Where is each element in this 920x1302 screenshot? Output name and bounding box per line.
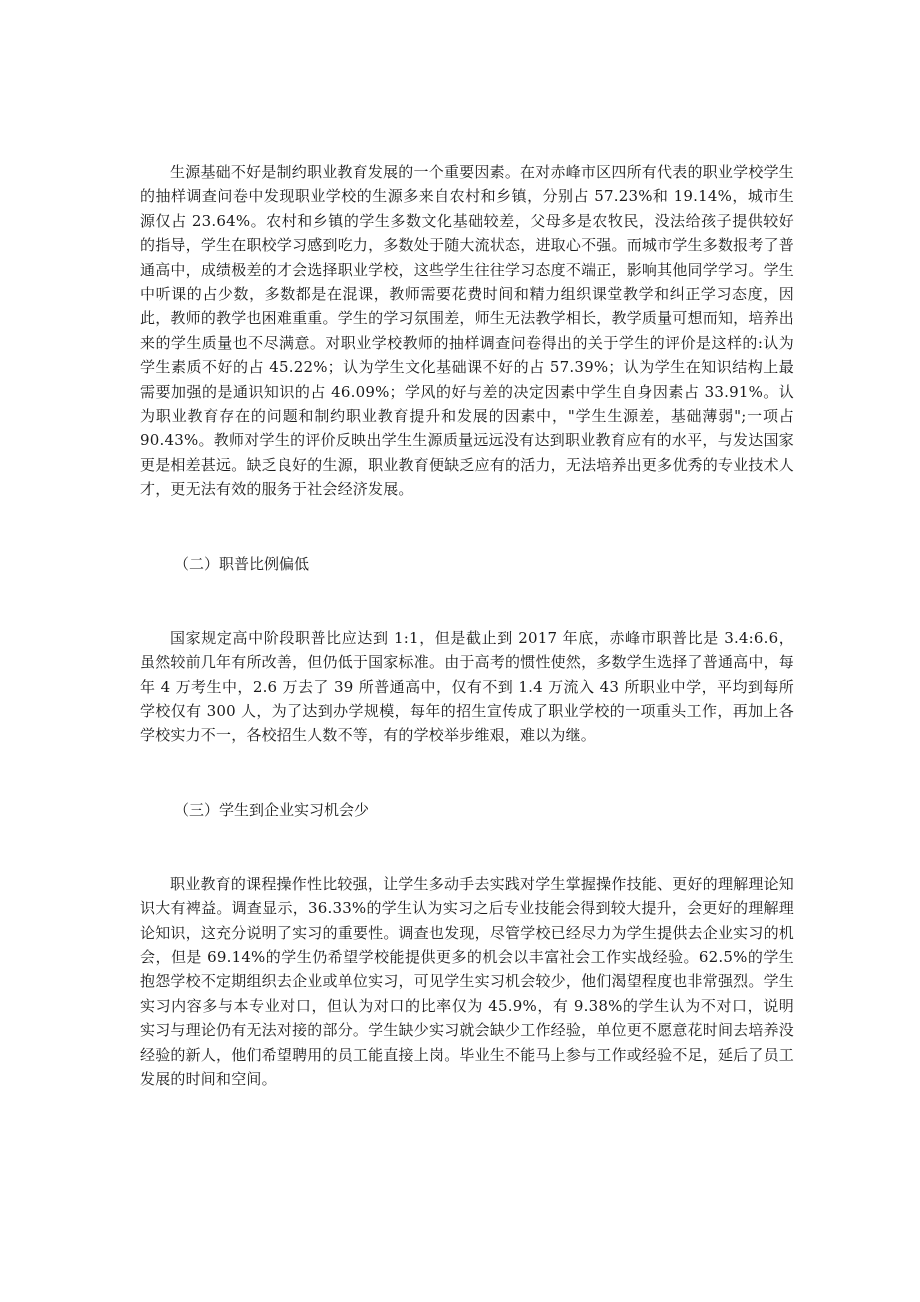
paragraph-student-source: 生源基础不好是制约职业教育发展的一个重要因素。在对赤峰市区四所有代表的职业学校学生的抽样调查问卷中发现职业学校的生源多来自农村和乡镇，分别占 57.23%和 19.14%，城市生源仅占 23.64%。农村和乡镇的学生多数文化基础较差，父母多是农牧民，没法给孩子提供较好的指导，学生在职校学习感到吃力，多数处于随大流状态，进取心不强。而城市学生多数报考了普通高中，成绩极差的才会选择职业学校，这些学生往往学习态度不端正，影响其他同学学习。学生中听课的占少数，多数都是在混课，教师需要花费时间和精力组织课堂教学和纠正学习态度，因此，教师的教学也困难重重。学生的学习氛围差，师生无法教学相长，教学质量可想而知，培养出来的学生质量也不尽满意。对职业学校教师的抽样调查问卷得出的关于学生的评价是这样的:认为学生素质不好的占 45.22%；认为学生文化基础课不好的占 57.39%；认为学生在知识结构上最需要加强的是通识知识的占 46.09%；学风的好与差的决定因素中学生自身因素占 33.91%。认为职业教育存在的问题和制约职业教育提升和发展的因素中，"学生生源差，基础薄弱";一项占 90.43%。教师对学生的评价反映出学生生源质量远远没有达到职业教育应有的水平，与发达国家更是相差甚远。缺乏良好的生源，职业教育便缺乏应有的活力，无法培养出更多优秀的专业技术人才，更无法有效的服务于社会经济发展。	[140, 163, 794, 499]
document-body	[140, 160, 794, 1091]
paragraph-vocational-ratio: 国家规定高中阶段职普比应达到 1:1，但是截止到 2017 年底，赤峰市职普比是 3.4:6.6，虽然较前几年有所改善，但仍低于国家标准。由于高考的惯性使然，多数学生选择了普通高中，每年 4 万考生中，2.6 万去了 39 所普通高中，仅有不到 1.4 万流入 43 所职业中学，平均到每所学校仅有 300 人，为了达到办学规模，每年的招生宣传成了职业学校的一项重头工作，再加上各学校实力不一，各校招生人数不等，有的学校举步维艰，难以为继。	[140, 628, 794, 745]
section-heading-vocational-ratio: （二）职普比例偏低	[174, 554, 310, 573]
paragraph-internship: 职业教育的课程操作性比较强，让学生多动手去实践对学生掌握操作技能、更好的理解理论知识大有裨益。调查显示，36.33%的学生认为实习之后专业技能会得到较大提升，会更好的理解理论知识，这充分说明了实习的重要性。调查也发现，尽管学校已经尽力为学生提供去企业实习的机会，但是 69.14%的学生仍希望学校能提供更多的机会以丰富社会工作实战经验。62.5%的学生抱怨学校不定期组织去企业或单位实习，可见学生实习机会较少，他们渴望程度也非常强烈。学生实习内容多与本专业对口，但认为对口的比率仅为 45.9%，有 9.38%的学生认为不对口，说明实习与理论仍有无法对接的部分。学生缺少实习就会缺少工作经验，单位更不愿意花时间去培养没经验的新人，他们希望聘用的员工能直接上岗。毕业生不能马上参与工作或经验不足，延后了员工发展的时间和空间。	[140, 874, 794, 1088]
section-heading-internship: （三）学生到企业实习机会少	[174, 800, 370, 819]
